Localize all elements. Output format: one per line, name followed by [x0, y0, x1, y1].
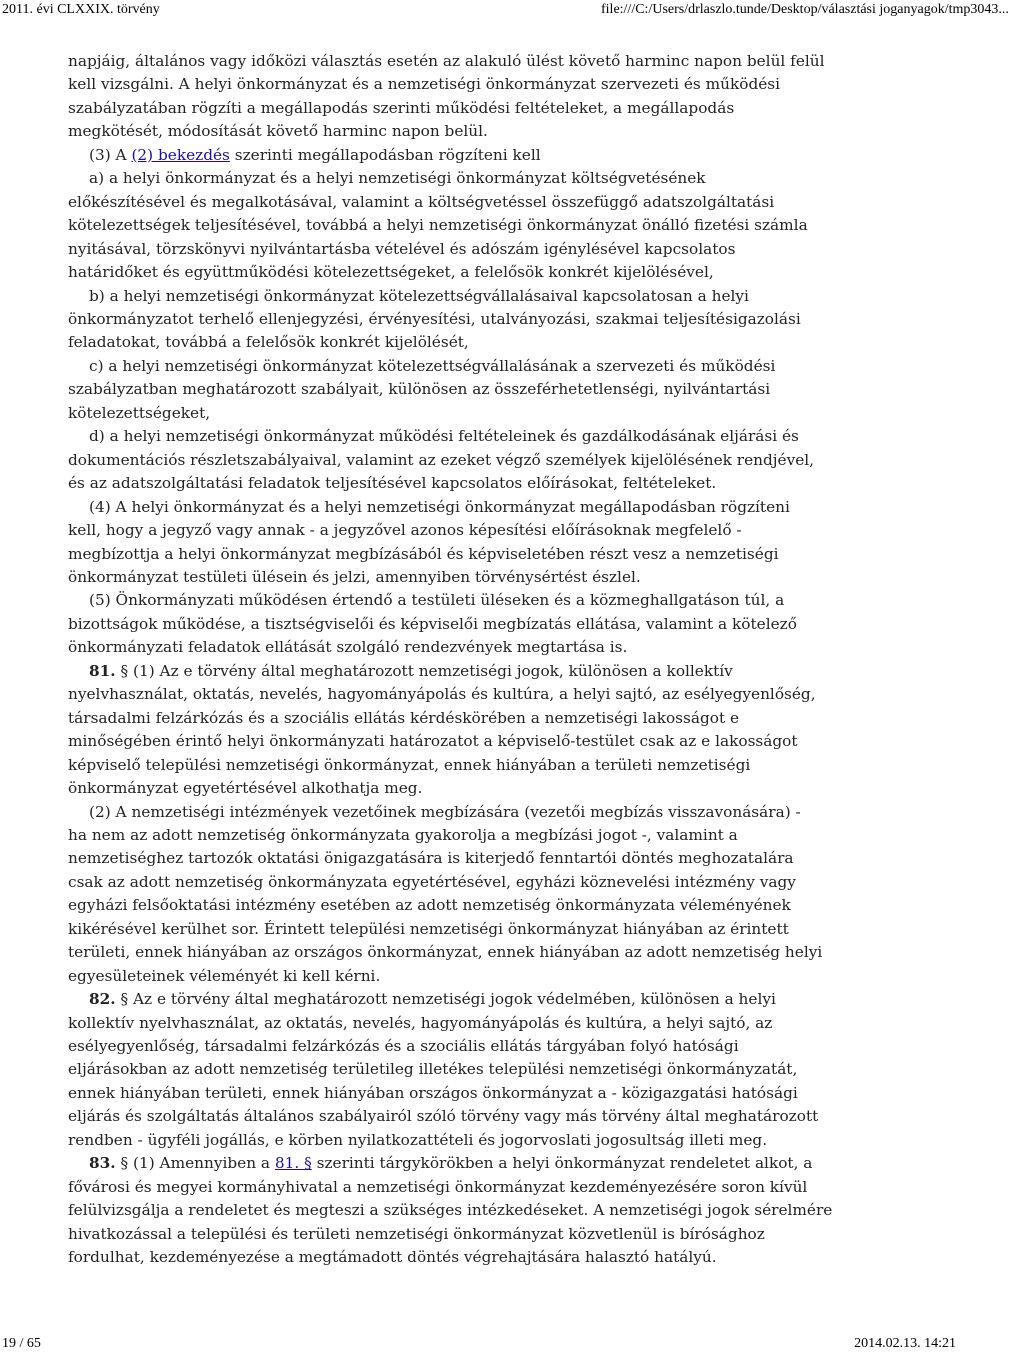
text-line: felülvizsgálja a rendeletet és megteszi a szükséges intézkedéseket. A nemzetiségi jogok sérelmére	[68, 1201, 833, 1220]
text-line: napjáig, általános vagy időközi választás esetén az alakuló ülést követő harminc napon belül felül	[68, 52, 825, 70]
document-title: 2011. évi CLXXIX. törvény	[2, 2, 160, 17]
text-line: ha nem az adott nemzetiség önkormányzata gyakorolja a megbízási jogot -, valamint a	[68, 825, 738, 844]
text-line	[68, 144, 910, 167]
text-line: megkötését, módosítását követő harminc napon belül.	[68, 122, 488, 141]
text-line: fővárosi és megyei kormányhivatal a nemzetiségi önkormányzat kezdeményezésére soron kívül	[68, 1177, 808, 1196]
print-footer	[0, 1336, 960, 1354]
text-line: kikérésével kerülhet sor. Érintett települési nemzetiségi önkormányzat hiányában az érintett	[68, 919, 789, 938]
text-line: nyelvhasználat, oktatás, nevelés, hagyományápolás és kultúra, a helyi sajtó, az esélyegyenlőség,	[68, 685, 816, 704]
paragraph-80-5	[68, 589, 910, 659]
text-line: önkormányzat egyetértésével alkothatja meg.	[68, 779, 423, 798]
text-line: eljárásokban az adott nemzetiség területileg illetékes települési nemzetiségi önkormányzatát,	[68, 1060, 798, 1079]
text-line: kollektív nyelvhasználat, az oktatás, nevelés, hagyományápolás és kultúra, a helyi sajtó, az	[68, 1013, 773, 1032]
text-line: ennek hiányában területi, ennek hiányában országos önkormányzat a - közigazgatási hatósági	[68, 1083, 798, 1102]
text-line: (5) Önkormányzati működésen értendő a testületi üléseken és a közmeghallgatáson túl, a	[89, 591, 785, 610]
text-line: feladatokat, továbbá a felelősök konkrét kijelölését,	[68, 333, 469, 352]
text-line: megbízottja a helyi önkormányzat megbízásából és képviseletében részt vesz a nemzetiségi	[68, 544, 779, 563]
paragraph-80-3	[68, 144, 910, 496]
text-line	[68, 988, 910, 1011]
text-line: b) a helyi nemzetiségi önkormányzat kötelezettségvállalásaival kapcsolatosan a helyi	[89, 286, 749, 305]
print-header	[0, 0, 1009, 20]
text-line: csak az adott nemzetiség önkormányzata egyetértésével, egyházi köznevelési intézmény vagy	[68, 872, 796, 891]
text-line: minőségében érintő helyi önkormányzati határozatot a képviselő-testület csak az e lakosságot	[68, 732, 798, 751]
text-line: esélyegyenlőség, társadalmi felzárkózás és a szociális ellátás tárgyában folyó hatósági	[68, 1037, 739, 1056]
section-81	[68, 660, 910, 988]
text-line: eljárás és szolgáltatás általános szabályairól szóló törvény vagy más törvény által meghatározott	[68, 1107, 819, 1126]
page-number: 19 / 65	[2, 1336, 41, 1351]
text-line: hivatkozással a települési és területi nemzetiségi önkormányzat közvetlenül is bírósághoz	[68, 1224, 765, 1243]
text-line: területi, ennek hiányában az országos önkormányzat, ennek hiányában az adott nemzetiség helyi	[68, 943, 823, 962]
text-line: egyházi felsőoktatási intézmény esetében az adott nemzetiség önkormányzata véleményének	[68, 896, 791, 915]
link-81-section[interactable]: 81. §	[274, 1154, 312, 1173]
text-run: szerinti tárgykörökben a helyi önkormányzat rendeletet alkot, a	[311, 1154, 813, 1173]
paragraph-80-3-cont	[68, 50, 910, 144]
text-run: § (1) Az e törvény által meghatározott nemzetiségi jogok, különösen a kollektív	[115, 661, 733, 680]
text-run: § Az e törvény által meghatározott nemzetiségi jogok védelmében, különösen a helyi	[115, 990, 776, 1009]
text-line: önkormányzatot terhelő ellenjegyzési, érvényesítési, utalványozási, szakmai teljesítésigazolási	[68, 309, 801, 328]
text-line: fordulhat, kezdeményezése a megtámadott döntés végrehajtására halasztó hatályú.	[68, 1248, 717, 1267]
text-line: kell, hogy a jegyző vagy annak - a jegyzővel azonos képesítési előírásoknak megfelelő -	[68, 521, 742, 540]
text-line: (2) A nemzetiségi intézmények vezetőinek megbízására (vezetői megbízás visszavonására) -	[89, 802, 801, 821]
text-line	[68, 660, 910, 683]
text-line: nemzetiséghez tartozók oktatási önigazgatására is kiterjedő fenntartói döntés meghozatalára	[68, 849, 794, 868]
text-line: (4) A helyi önkormányzat és a helyi nemzetiségi önkormányzat megállapodásban rögzíteni	[89, 497, 790, 516]
text-line: és az adatszolgáltatási feladatok teljesítésével kapcsolatos előírásokat, feltételeket.	[68, 474, 717, 493]
text-line: dokumentációs részletszabályaival, valamint az ezeket végző személyek kijelölésének rendjével,	[68, 450, 815, 469]
text-line: rendben - ügyféli jogállás, e körben nyilatkozattételi és jogorvoslati jogosultság illeti meg.	[68, 1130, 768, 1149]
text-line: nyitásával, törzskönyvi nyilvántartásba vételével és adószám igénylésével kapcsolatos	[68, 239, 736, 258]
section-number: 83.	[89, 1154, 116, 1173]
text-run: szerinti megállapodásban rögzíteni kell	[229, 145, 541, 164]
section-83	[68, 1152, 910, 1269]
text-line: előkészítésével és megalkotásával, valamint a költségvetéssel összefüggő adatszolgáltatási	[68, 192, 775, 211]
document-body	[68, 50, 910, 1270]
section-number: 82.	[89, 990, 116, 1009]
text-line: kell vizsgálni. A helyi önkormányzat és a nemzetiségi önkormányzat szervezeti és működési	[68, 75, 781, 94]
text-line: egyesületeinek véleményét ki kell kérni.	[68, 966, 381, 985]
text-line: d) a helyi nemzetiségi önkormányzat működési feltételeinek és gazdálkodásának eljárási és	[89, 427, 799, 446]
text-line: társadalmi felzárkózás és a szociális ellátás kérdéskörében a nemzetiségi lakosságot e	[68, 708, 740, 727]
text-run: § (1) Amennyiben a	[115, 1154, 275, 1173]
text-line: határidőket és együttműködési kötelezettségeket, a felelősök konkrét kijelölésével,	[68, 263, 714, 282]
link-2-bekezdes[interactable]: (2) bekezdés	[131, 145, 230, 164]
text-line: kötelezettségek teljesítésével, továbbá a helyi nemzetiségi önkormányzat önálló fizetési számla	[68, 216, 808, 235]
text-line: a) a helyi önkormányzat és a helyi nemzetiségi önkormányzat költségvetésének	[89, 169, 706, 188]
text-line: önkormányzat testületi ülésein és jelzi, amennyiben törvénysértést észlel.	[68, 567, 641, 586]
text-line: képviselő települési nemzetiségi önkormányzat, ennek hiányában a területi nemzetiségi	[68, 755, 751, 774]
print-datetime: 2014.02.13. 14:21	[854, 1336, 956, 1351]
text-line: c) a helyi nemzetiségi önkormányzat kötelezettségvállalásának a szervezeti és működési	[89, 356, 776, 375]
text-line: szabályzatban meghatározott szabályait, különösen az összeférhetetlenségi, nyilvántartási	[68, 380, 771, 399]
paragraph-80-4	[68, 496, 910, 590]
file-path: file:///C:/Users/drlaszlo.tunde/Desktop/választási joganyagok/tmp3043...	[601, 2, 1009, 17]
text-line: szabályzatában rögzíti a megállapodás szerinti működési feltételeket, a megállapodás	[68, 98, 735, 117]
text-line: kötelezettségeket,	[68, 403, 211, 422]
text-run: (3) A	[89, 145, 132, 164]
text-line	[68, 1152, 910, 1175]
text-line: bizottságok működése, a tisztségviselői és képviselői megbízatás ellátása, valamint a kötelező	[68, 614, 797, 633]
section-82	[68, 988, 910, 1152]
section-number: 81.	[89, 661, 116, 680]
text-line: önkormányzati feladatok ellátását szolgáló rendezvények megtartása is.	[68, 638, 628, 657]
